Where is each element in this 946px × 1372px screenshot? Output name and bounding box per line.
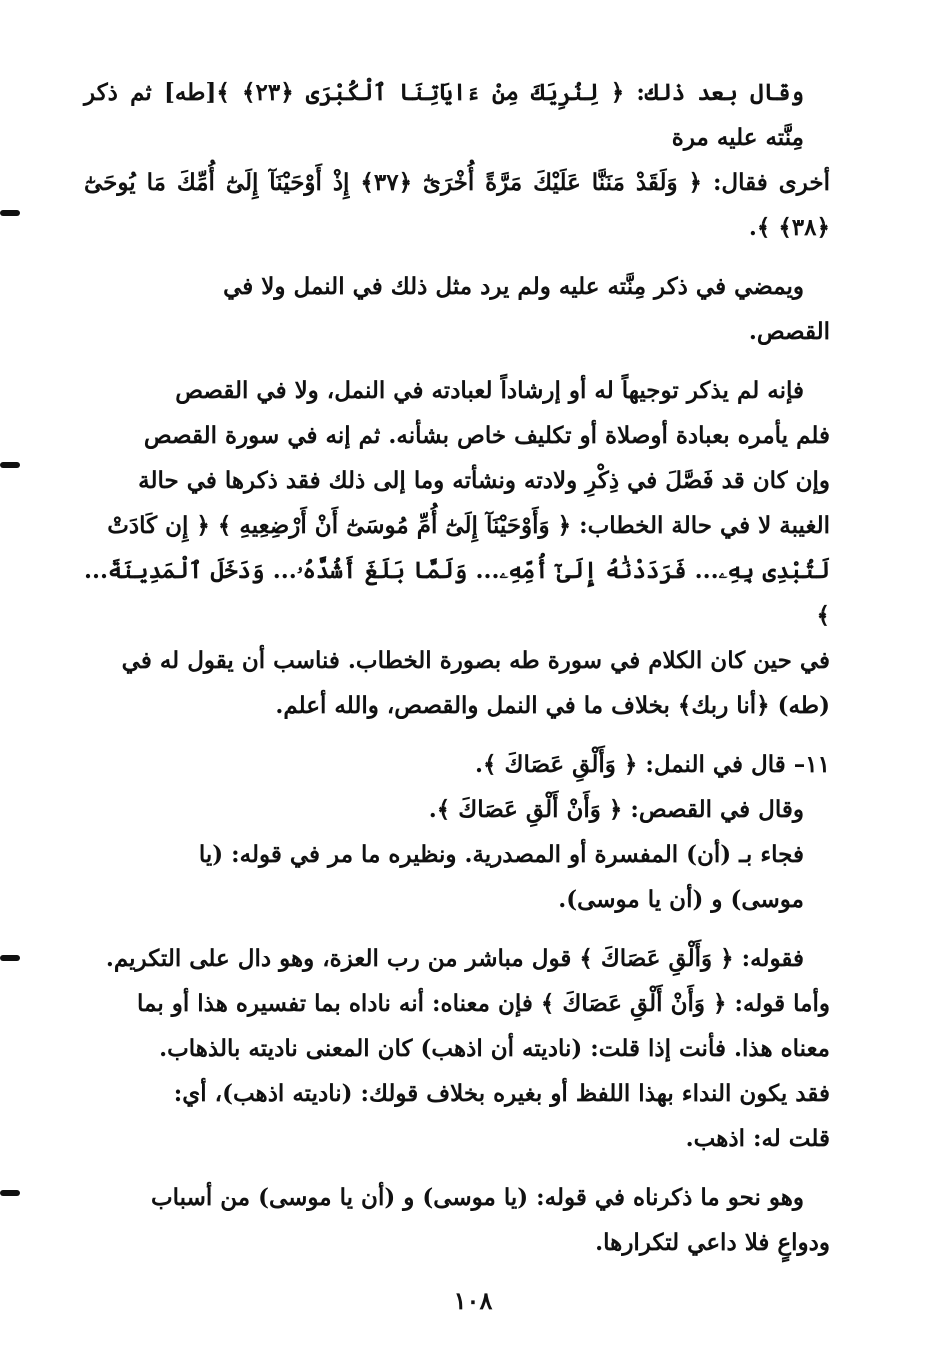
paragraph-3 <box>84 368 830 728</box>
text-line: في حين كان الكلام في سورة طه بصورة الخطاب. فناسب أن يقول له في <box>121 647 830 674</box>
text-line: أخرى فقال: ﴿ وَلَقَدْ مَنَنَّا عَلَيْكَ مَرَّةً أُخْرَىٰٓ ﴿٣٧﴾ إِذْ أَوْحَيْنَآ إِلَىٰٓ أُمِّكَ مَا يُوحَىٰٓ ﴿٣٨﴾ ﴾. <box>84 169 830 241</box>
text-line: لَتُبْدِى بِهِۦ... فَرَدَدْنَٰهُ إِلَىٰٓ أُمِّهِۦ... وَلَمَّا بَلَغَ أَشُدَّهُۥ... وَدَخَلَ ٱلْمَدِينَةَ... ﴾ <box>84 557 830 629</box>
paragraph-6 <box>84 1175 830 1265</box>
text-line: فقوله: ﴿ وَأَلْقِ عَصَاكَ ﴾ قول مباشر من رب العزة، وهو دال على التكريم. <box>105 945 804 972</box>
text-line: فقد يكون النداء بهذا اللفظ أو بغيره بخلاف قولك: (ناديته اذهب)، أي: <box>173 1080 830 1107</box>
paragraph-1 <box>84 70 830 250</box>
text-line: وقال في القصص: ﴿ وَأَنْ أَلْقِ عَصَاكَ ﴾. <box>428 796 804 823</box>
text-line: وإن كان قد فَصَّلَ في ذِكْرِ ولادته ونشأته وما إلى ذلك فقد ذكرها في حالة <box>138 467 830 494</box>
page-number: ١٠٨ <box>453 1286 493 1315</box>
text-line: القصص. <box>748 318 830 345</box>
text-line: فلم يأمره بعبادة أوصلاة أو تكليف خاص بشأنه. ثم إنه في سورة القصص <box>143 422 830 449</box>
margin-mark <box>0 462 20 468</box>
text-line: ١١– قال في النمل: ﴿ وَأَلْقِ عَصَاكَ ﴾. <box>475 751 830 778</box>
text-line: قلت له: اذهب. <box>685 1125 830 1152</box>
margin-mark <box>0 1190 20 1196</box>
margin-mark <box>0 955 20 961</box>
text-line: موسى) و (أن يا موسى). <box>558 886 804 913</box>
paragraph-5 <box>84 936 830 1161</box>
paragraph-4 <box>84 742 830 922</box>
text-line: وقال بعد ذلك: ﴿ لِنُرِيَكَ مِنْ ءَايَاتِنَا ٱلْكُبْرَى ﴿٢٣﴾ ﴾[طه] ثم ذكر مِنَّته عليه مرة <box>84 79 804 151</box>
text-line: (طه) ﴿أنا ربك﴾ بخلاف ما في النمل والقصص، والله أعلم. <box>275 692 830 719</box>
text-line: ويمضي في ذكر مِنَّته عليه ولم يرد مثل ذلك في النمل ولا في <box>223 273 804 300</box>
text-line: فإنه لم يذكر توجيهاً له أو إرشاداً لعبادته في النمل، ولا في القصص <box>175 377 804 404</box>
text-line: معناه هذا. فأنت إذا قلت: (ناديته أن اذهب) كان المعنى ناديته بالذهاب. <box>159 1035 830 1062</box>
paragraph-2 <box>84 264 830 354</box>
text-line: ودواعٍ فلا داعي لتكرارها. <box>595 1229 830 1256</box>
text-line: وهو نحو ما ذكرناه في قوله: (يا موسى) و (أن يا موسى) من أسباب <box>151 1184 804 1211</box>
text-line: فجاء بـ (أن) المفسرة أو المصدرية. ونظيره ما مر في قوله: (يا <box>198 841 804 868</box>
text-line: وأما قوله: ﴿ وَأَنْ أَلْقِ عَصَاكَ ﴾ فإن معناه: أنه ناداه بما تفسيره هذا أو بما <box>137 990 830 1017</box>
text-line: الغيبة لا في حالة الخطاب: ﴿ وَأَوْحَيْنَآ إِلَىٰٓ أُمِّ مُوسَىٰٓ أَنْ أَرْضِعِيهِ ﴾ ﴿ إِن كَادَتْ <box>107 512 830 539</box>
page-body <box>84 70 830 1265</box>
margin-mark <box>0 210 20 216</box>
